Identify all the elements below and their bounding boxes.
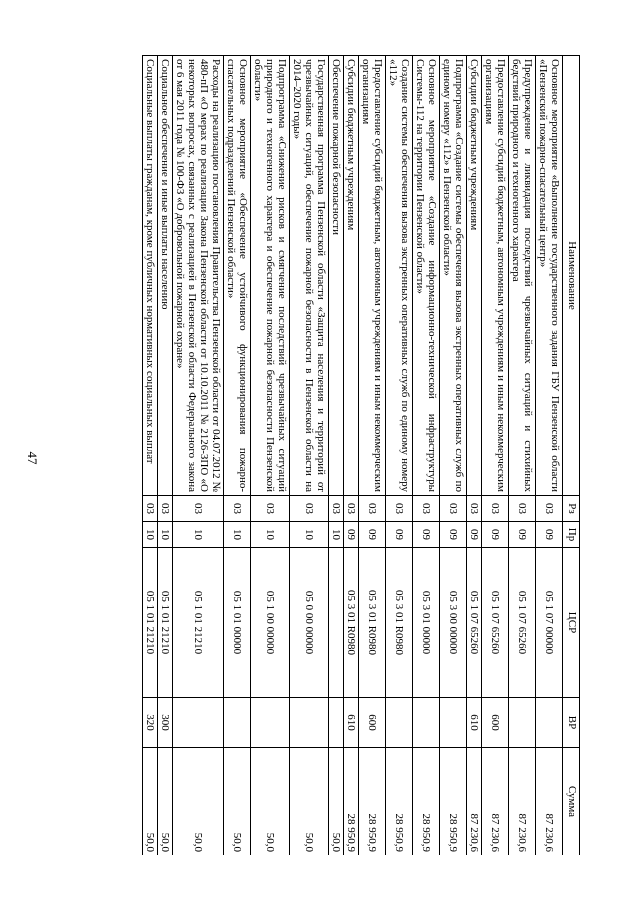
cell-name: Основное мероприятие «Создание информационно-технической инфраструктуры Системы-112 на территории Пензенской области» <box>413 56 440 496</box>
cell-pr: 10 <box>224 522 251 548</box>
table-row <box>386 56 413 856</box>
cell-name: Расходы на реализацию постановления Правительства Пензенской области от 04.07.2012 № 480-пП «О мерах по реализации Закона Пензенской области от 10.10.2011 № 2126-ЗПО «О некоторых вопросах, связанных с реализацией в Пензенской области Федерального закона от 6 мая 2011 года № 100-ФЗ «О добровольной пожарной охране» <box>173 56 224 496</box>
table-row <box>359 56 386 856</box>
cell-vr: 600 <box>359 698 386 748</box>
cell-vr: 610 <box>467 698 482 748</box>
cell-pr: 09 <box>482 522 509 548</box>
cell-pr: 09 <box>344 522 359 548</box>
cell-vr: 320 <box>143 698 158 748</box>
cell-name: Предупреждение и ликвидация последствий чрезвычайных ситуаций и стихийных бедствий природного и техногенного характера <box>509 56 536 496</box>
cell-name: Основное мероприятие «Обеспечение устойчивого функционирования пожарно-спасательных подразделений Пензенской области» <box>224 56 251 496</box>
cell-pr: 10 <box>290 522 329 548</box>
cell-pr: 09 <box>440 522 467 548</box>
table-row <box>536 56 563 856</box>
cell-sum: 28 950,9 <box>413 748 440 856</box>
cell-csr: 05 1 07 65260 <box>467 548 482 698</box>
cell-pr: 10 <box>158 522 173 548</box>
cell-name: Социальное обеспечение и иные выплаты населению <box>158 56 173 496</box>
cell-csr: 05 3 01 R0980 <box>359 548 386 698</box>
rotated-table-container <box>80 55 580 855</box>
header-vr: ВР <box>563 698 580 748</box>
cell-name: Подпрограмма «Снижение рисков и смягчение последствий чрезвычайных ситуаций природного и техногенного характера и обеспечение пожарной безопасности Пензенской области» <box>251 56 290 496</box>
cell-vr: 600 <box>482 698 509 748</box>
cell-pr: 10 <box>143 522 158 548</box>
cell-pr: 10 <box>251 522 290 548</box>
cell-pr: 09 <box>467 522 482 548</box>
table-row <box>290 56 329 856</box>
header-csr: ЦСР <box>563 548 580 698</box>
cell-sum: 87 230,6 <box>467 748 482 856</box>
cell-rz: 03 <box>509 496 536 522</box>
header-rz: Рз <box>563 496 580 522</box>
table-row <box>158 56 173 856</box>
cell-rz: 03 <box>143 496 158 522</box>
cell-rz: 03 <box>224 496 251 522</box>
cell-vr <box>509 698 536 748</box>
cell-csr: 05 1 07 00000 <box>536 548 563 698</box>
cell-rz: 03 <box>536 496 563 522</box>
cell-sum: 28 950,9 <box>359 748 386 856</box>
cell-name: Создание системы обеспечения вызова экстренных оперативных служб по единому номеру «112» <box>386 56 413 496</box>
header-pr: Пр <box>563 522 580 548</box>
cell-sum: 50,0 <box>173 748 224 856</box>
header-row <box>563 56 580 856</box>
cell-vr: 610 <box>344 698 359 748</box>
table-row <box>173 56 224 856</box>
cell-sum: 50,0 <box>251 748 290 856</box>
table-row <box>224 56 251 856</box>
cell-rz: 03 <box>329 496 344 522</box>
cell-pr: 09 <box>386 522 413 548</box>
cell-name: Обеспечение пожарной безопасности <box>329 56 344 496</box>
table-row <box>251 56 290 856</box>
cell-pr: 10 <box>329 522 344 548</box>
cell-name: Предоставление субсидий бюджетным, автономным учреждениям и иным некоммерческим организациям <box>482 56 509 496</box>
cell-pr: 09 <box>359 522 386 548</box>
table-row <box>344 56 359 856</box>
table-row <box>482 56 509 856</box>
cell-vr <box>386 698 413 748</box>
cell-rz: 03 <box>482 496 509 522</box>
cell-sum: 50,0 <box>158 748 173 856</box>
cell-rz: 03 <box>413 496 440 522</box>
cell-csr: 05 1 01 21210 <box>143 548 158 698</box>
cell-name: Предоставление субсидий бюджетным, автономным учреждениям и иным некоммерческим организациям <box>359 56 386 496</box>
cell-sum: 50,0 <box>224 748 251 856</box>
cell-rz: 03 <box>440 496 467 522</box>
cell-rz: 03 <box>386 496 413 522</box>
cell-csr: 05 1 01 21210 <box>173 548 224 698</box>
cell-name: Основное мероприятие «Выполнение государственного задания ГБУ Пензенской области «Пензенский пожарно-спасательный центр» <box>536 56 563 496</box>
cell-rz: 03 <box>173 496 224 522</box>
cell-sum: 87 230,6 <box>509 748 536 856</box>
cell-vr <box>536 698 563 748</box>
table-row <box>467 56 482 856</box>
cell-vr <box>290 698 329 748</box>
table-body <box>143 56 563 856</box>
cell-csr: 05 3 01 R0980 <box>386 548 413 698</box>
cell-sum: 28 950,9 <box>440 748 467 856</box>
cell-name: Государственная программа Пензенской области «Защита населения и территорий от чрезвычайных ситуаций, обеспечение пожарной безопасности в Пензенской области на 2014–2020 годы» <box>290 56 329 496</box>
table-row <box>413 56 440 856</box>
cell-rz: 03 <box>359 496 386 522</box>
cell-sum: 28 950,9 <box>386 748 413 856</box>
cell-vr <box>251 698 290 748</box>
cell-csr: 05 0 00 00000 <box>290 548 329 698</box>
table-row <box>509 56 536 856</box>
cell-sum: 28 950,9 <box>344 748 359 856</box>
cell-vr <box>440 698 467 748</box>
cell-rz: 03 <box>290 496 329 522</box>
cell-csr: 05 1 01 21210 <box>158 548 173 698</box>
cell-csr: 05 1 00 00000 <box>251 548 290 698</box>
cell-rz: 03 <box>251 496 290 522</box>
cell-csr <box>329 548 344 698</box>
cell-rz: 03 <box>344 496 359 522</box>
cell-sum: 50,0 <box>329 748 344 856</box>
cell-name: Социальные выплаты гражданам, кроме публичных нормативных социальных выплат <box>143 56 158 496</box>
cell-name: Субсидии бюджетным учреждениям <box>467 56 482 496</box>
cell-csr: 05 1 07 65260 <box>482 548 509 698</box>
header-name: Наименование <box>563 56 580 496</box>
rotated-page-area <box>80 55 580 855</box>
cell-vr <box>173 698 224 748</box>
cell-pr: 09 <box>509 522 536 548</box>
table-row <box>440 56 467 856</box>
cell-csr: 05 1 07 65260 <box>509 548 536 698</box>
cell-csr: 05 3 01 R0980 <box>344 548 359 698</box>
table-row <box>143 56 158 856</box>
budget-table <box>142 55 580 855</box>
cell-sum: 50,0 <box>290 748 329 856</box>
cell-sum: 87 230,6 <box>482 748 509 856</box>
cell-rz: 03 <box>467 496 482 522</box>
cell-vr <box>413 698 440 748</box>
table-row <box>329 56 344 856</box>
page-number: 47 <box>25 451 40 465</box>
cell-name: Субсидии бюджетным учреждениям <box>344 56 359 496</box>
cell-vr: 300 <box>158 698 173 748</box>
table-header <box>563 56 580 856</box>
cell-rz: 03 <box>158 496 173 522</box>
cell-csr: 05 3 01 00000 <box>413 548 440 698</box>
header-sum: Сумма <box>563 748 580 856</box>
cell-vr <box>224 698 251 748</box>
cell-sum: 50,0 <box>143 748 158 856</box>
cell-csr: 05 3 00 00000 <box>440 548 467 698</box>
cell-sum: 87 230,6 <box>536 748 563 856</box>
cell-pr: 09 <box>413 522 440 548</box>
cell-csr: 05 1 01 00000 <box>224 548 251 698</box>
cell-vr <box>329 698 344 748</box>
cell-pr: 10 <box>173 522 224 548</box>
cell-pr: 09 <box>536 522 563 548</box>
cell-name: Подпрограмма «Создание системы обеспечения вызова экстренных оперативных служб по единому номеру «112» в Пензенской области» <box>440 56 467 496</box>
